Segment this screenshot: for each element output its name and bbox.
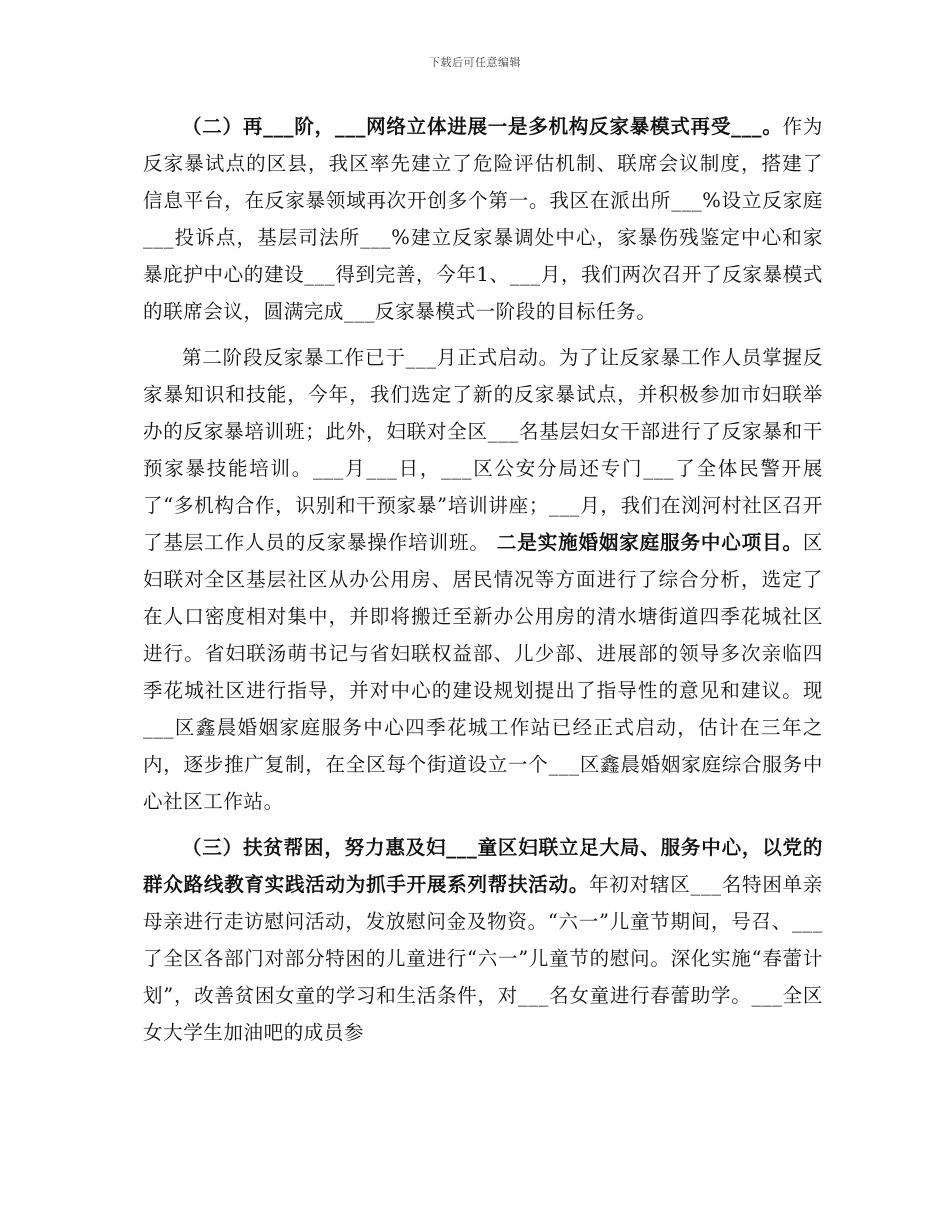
paragraph-1 [143,108,823,330]
section-heading-3: （三）扶贫帮困，努力惠及妇___童区妇联立足大局、服务中心，以党的群众路线教育实践活动为抓手开展系列帮扶活动。 [143,836,823,896]
paragraph-2 [143,339,823,820]
paragraph-text: 年初对辖区___名特困单亲母亲进行走访慰问活动，发放慰问金及物资。“六一”儿童节期间，号召、___了全区各部门对部分特困的儿童进行“六一”儿童节的慰问。深化实施“春蕾计划”，改善贫困女童的学习和生活条件，对___名女童进行春蕾助学。___全区女大学生加油吧的成员参 [143,873,823,1044]
paragraph-3 [143,829,823,1051]
section-heading-2: （二）再___阶，___网络立体进展一是多机构反家暴模式再受___。 [182,115,783,138]
subheading-item-2: 二是实施婚姻家庭服务中心项目。 [496,531,803,554]
document-body [143,108,823,1051]
paragraph-text-continued: 区妇联对全区基层社区从办公用房、居民情况等方面进行了综合分析，选定了在人口密度相对集中，并即将搬迁至新办公用房的清水塘街道四季花城社区进行。省妇联汤萌书记与省妇联权益部、儿少部、进展部的领导多次亲临四季花城社区进行指导，并对中心的建设规划提出了指导性的意见和建议。现___区鑫晨婚姻家庭服务中心四季花城工作站已经正式启动，估计在三年之内，逐步推广复制，在全区每个街道设立一个___区鑫晨婚姻家庭综合服务中心社区工作站。 [143,531,823,813]
page-header: 下载后可任意编辑 [429,56,521,69]
paragraph-text: 第二阶段反家暴工作已于___月正式启动。为了让反家暴工作人员掌握反家暴知识和技能，今年，我们选定了新的反家暴试点，并积极参加市妇联举办的反家暴培训班；此外，妇联对全区___名基层妇女干部进行了反家暴和干预家暴技能培训。___月___日，___区公安分局还专门___了全体民警开展了“多机构合作，识别和干预家暴”培训讲座；___月，我们在浏河村社区召开了基层工作人员的反家暴操作培训班。 [143,346,823,554]
paragraph-text: 作为反家暴试点的区县，我区率先建立了危险评估机制、联席会议制度，搭建了信息平台，在反家暴领域再次开创多个第一。我区在派出所___%设立反家庭___投诉点，基层司法所___%建立反家暴调处中心，家暴伤残鉴定中心和家暴庇护中心的建设___得到完善，今年1、___月，我们两次召开了反家暴模式的联席会议，圆满完成___反家暴模式一阶段的目标任务。 [143,115,824,323]
